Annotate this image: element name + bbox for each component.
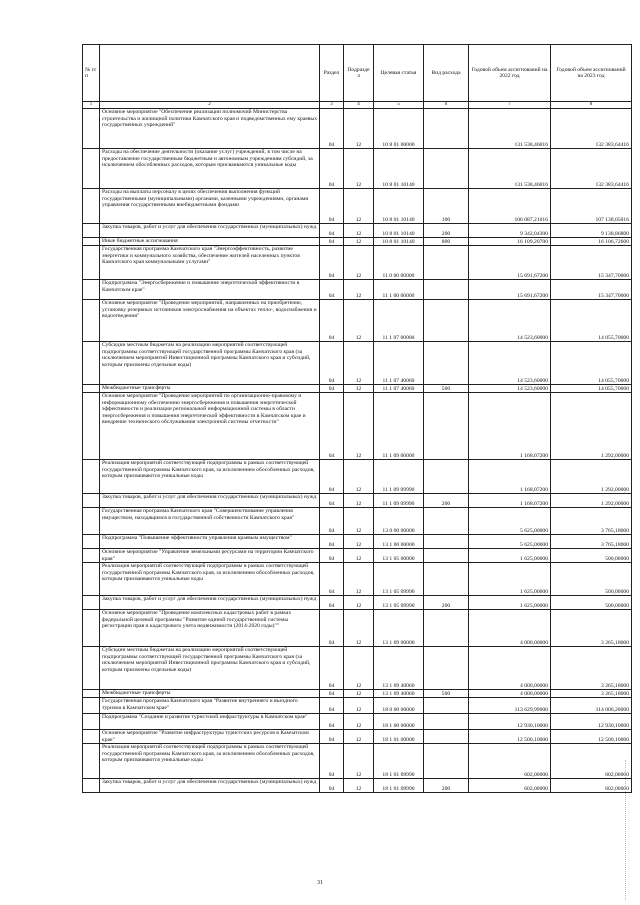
- page-number: 31: [317, 880, 323, 886]
- row-amount-2022: 14 523,60000: [469, 342, 551, 385]
- table-row: [83, 189, 632, 224]
- row-amount-2022: 4 000,00000: [469, 610, 551, 647]
- row-amount-2022: 1 168,07200: [469, 494, 551, 508]
- row-amount-2022: 4 000,00000: [469, 690, 551, 698]
- row-amount-2022: 14 523,60000: [469, 385, 551, 393]
- row-target-code: 10 8 01 10140: [374, 149, 424, 189]
- table-body: [83, 109, 632, 793]
- table-row: [83, 149, 632, 189]
- row-amount-2022: 15 691,67200: [469, 246, 551, 280]
- row-name: Основное мероприятие "Управление земельными ресурсами на территории Камчатского края": [100, 549, 320, 563]
- row-amount-2022: 602,00000: [469, 779, 551, 793]
- row-target-code: 18 1 01 09990: [374, 779, 424, 793]
- row-podrazdel: 12: [344, 238, 374, 246]
- row-expense-type: [424, 610, 469, 647]
- row-no: [83, 596, 100, 610]
- row-podrazdel: 12: [344, 610, 374, 647]
- row-expense-type: [424, 549, 469, 563]
- header-no: № п/п: [83, 45, 100, 102]
- row-razdel: 04: [320, 385, 344, 393]
- row-expense-type: 200: [424, 224, 469, 238]
- row-amount-2023: 1 292,00000: [551, 393, 632, 460]
- column-number-1: 1: [83, 102, 100, 109]
- row-expense-type: [424, 246, 469, 280]
- row-no: [83, 109, 100, 149]
- row-target-code: 13 1 09 40060: [374, 647, 424, 690]
- row-razdel: 04: [320, 535, 344, 549]
- row-amount-2023: 500,00000: [551, 563, 632, 596]
- row-razdel: 04: [320, 460, 344, 494]
- row-amount-2022: 9 342,04300: [469, 224, 551, 238]
- row-no: [83, 393, 100, 460]
- row-podrazdel: 12: [344, 246, 374, 280]
- row-podrazdel: 12: [344, 690, 374, 698]
- row-razdel: 04: [320, 300, 344, 342]
- row-expense-type: 500: [424, 690, 469, 698]
- row-name: Реализация мероприятий соответствующей подпрограммы в рамках соответствующей государственной программы Камчатского края, за исключением обособленных расходов, которым присваиваются уникальные коды: [100, 744, 320, 779]
- row-no: [83, 385, 100, 393]
- table-row: [83, 238, 632, 246]
- row-no: [83, 300, 100, 342]
- row-no: [83, 563, 100, 596]
- table-row: [83, 109, 632, 149]
- row-amount-2023: 500,00000: [551, 596, 632, 610]
- row-amount-2022: 14 523,60000: [469, 300, 551, 342]
- row-name: Основное мероприятие "Проведение мероприятий по организационно-правовому и информационному обеспечению энергосбережения и повышения энергетической эффективности и реализации региональной информационной системы в области энергосбережения и повышения энергетической эффективности в Камчатском крае и внедрение технического обслуживания электронной системы отчетности": [100, 393, 320, 460]
- row-podrazdel: 12: [344, 596, 374, 610]
- row-podrazdel: 12: [344, 647, 374, 690]
- row-amount-2023: 15 347,70000: [551, 246, 632, 280]
- row-podrazdel: 12: [344, 109, 374, 149]
- row-target-code: 18 1 01 09990: [374, 744, 424, 779]
- row-name: Расходы на выплаты персоналу в целях обеспечения выполнения функций государственными (муниципальными) органами, казенными учреждениями, органами управления государственными внебюджетными фондами: [100, 189, 320, 224]
- row-amount-2023: 602,00000: [551, 744, 632, 779]
- row-name: Расходы на обеспечение деятельности (оказание услуг) учреждений, в том числе на предоставление государственным бюджетным и автономным учреждениям субсидий, за исключением обособленных расходов, которым присваиваются уникальные коды: [100, 149, 320, 189]
- row-podrazdel: 12: [344, 393, 374, 460]
- table-row: [83, 744, 632, 779]
- row-amount-2023: 107 138,05016: [551, 189, 632, 224]
- column-numbers-row: [83, 102, 632, 109]
- row-name: Основное мероприятие "Обеспечение реализации полномочий Министерства строительства и жилищной политики Камчатского края и подведомственных ему краевых государственных учреждений": [100, 109, 320, 149]
- row-amount-2023: 3 265,18000: [551, 610, 632, 647]
- row-podrazdel: 12: [344, 549, 374, 563]
- row-amount-2022: 12 500,10000: [469, 730, 551, 744]
- row-podrazdel: 12: [344, 714, 374, 730]
- row-razdel: 04: [320, 714, 344, 730]
- row-name: Реализация мероприятий соответствующей подпрограммы в рамках соответствующей государственной программы Камчатского края, за исключением обособленных расходов, которым присваиваются уникальные коды: [100, 563, 320, 596]
- row-amount-2022: 4 000,00000: [469, 647, 551, 690]
- row-target-code: 11 1 09 00000: [374, 393, 424, 460]
- row-amount-2023: 132 383,64416: [551, 109, 632, 149]
- row-target-code: 18 0 00 00000: [374, 698, 424, 714]
- row-razdel: 04: [320, 224, 344, 238]
- row-target-code: 11 1 07 40060: [374, 385, 424, 393]
- row-podrazdel: 12: [344, 508, 374, 535]
- row-name: Иные бюджетные ассигнования: [100, 238, 320, 246]
- row-target-code: 13 1 09 00000: [374, 610, 424, 647]
- row-razdel: 04: [320, 393, 344, 460]
- row-amount-2023: 132 383,64416: [551, 149, 632, 189]
- row-expense-type: [424, 149, 469, 189]
- row-amount-2022: 12 930,10000: [469, 714, 551, 730]
- row-amount-2023: 3 265,18000: [551, 647, 632, 690]
- row-podrazdel: 12: [344, 698, 374, 714]
- row-expense-type: [424, 744, 469, 779]
- row-amount-2023: 9 138,86800: [551, 224, 632, 238]
- table-row: [83, 535, 632, 549]
- row-no: [83, 246, 100, 280]
- row-podrazdel: 12: [344, 224, 374, 238]
- row-amount-2022: 1 168,07200: [469, 393, 551, 460]
- row-podrazdel: 12: [344, 149, 374, 189]
- table-row: [83, 246, 632, 280]
- row-no: [83, 549, 100, 563]
- row-amount-2022: 5 625,00000: [469, 508, 551, 535]
- row-no: [83, 342, 100, 385]
- table-row: [83, 647, 632, 690]
- row-target-code: 11 1 07 40060: [374, 342, 424, 385]
- row-podrazdel: 12: [344, 494, 374, 508]
- row-podrazdel: 12: [344, 189, 374, 224]
- row-name: Государственная программа Камчатского края "Энергоэффективность, развитие энергетики и коммунального хозяйства, обеспечение жителей населенных пунктов Камчатского края коммунальными услугами": [100, 246, 320, 280]
- table-row: [83, 779, 632, 793]
- row-expense-type: 800: [424, 238, 469, 246]
- row-expense-type: [424, 714, 469, 730]
- table-row: [83, 730, 632, 744]
- row-amount-2022: 5 625,00000: [469, 535, 551, 549]
- row-target-code: 10 8 01 00000: [374, 109, 424, 149]
- row-expense-type: [424, 563, 469, 596]
- row-no: [83, 690, 100, 698]
- row-name: Межбюджетные трансферты: [100, 385, 320, 393]
- row-amount-2022: 106 087,21016: [469, 189, 551, 224]
- table-row: [83, 596, 632, 610]
- row-amount-2022: 16 109,20700: [469, 238, 551, 246]
- row-podrazdel: 12: [344, 280, 374, 300]
- row-expense-type: [424, 730, 469, 744]
- row-target-code: 18 1 01 00000: [374, 730, 424, 744]
- row-razdel: 04: [320, 189, 344, 224]
- row-razdel: 04: [320, 744, 344, 779]
- row-amount-2022: 1 625,00000: [469, 596, 551, 610]
- table-header: [83, 45, 632, 109]
- table-row: [83, 393, 632, 460]
- row-amount-2022: 602,00000: [469, 744, 551, 779]
- header-expense-type: Вид расхода: [424, 45, 469, 102]
- row-expense-type: [424, 300, 469, 342]
- row-expense-type: [424, 647, 469, 690]
- row-no: [83, 714, 100, 730]
- row-amount-2023: 12 930,10000: [551, 714, 632, 730]
- column-number-8: 8: [551, 102, 632, 109]
- row-expense-type: 200: [424, 779, 469, 793]
- scan-edge-marks: [625, 760, 628, 900]
- table-row: [83, 494, 632, 508]
- row-amount-2022: 131 538,46016: [469, 109, 551, 149]
- row-name: Основное мероприятие "Развитие инфраструктуры туристских ресурсов в Камчатском крае": [100, 730, 320, 744]
- table-row: [83, 698, 632, 714]
- row-amount-2023: 1 292,00000: [551, 460, 632, 494]
- row-target-code: 11 1 09 09990: [374, 494, 424, 508]
- row-amount-2023: 3 765,18000: [551, 508, 632, 535]
- row-podrazdel: 12: [344, 385, 374, 393]
- table-row: [83, 690, 632, 698]
- row-razdel: 04: [320, 690, 344, 698]
- row-podrazdel: 12: [344, 730, 374, 744]
- row-razdel: 04: [320, 280, 344, 300]
- row-expense-type: [424, 535, 469, 549]
- row-amount-2022: 1 168,07200: [469, 460, 551, 494]
- row-amount-2023: 114 006,20000: [551, 698, 632, 714]
- row-amount-2023: 500,00000: [551, 549, 632, 563]
- appropriations-table: [82, 44, 632, 793]
- row-amount-2023: 14 055,70000: [551, 300, 632, 342]
- row-amount-2023: 3 265,18000: [551, 690, 632, 698]
- row-expense-type: [424, 460, 469, 494]
- row-target-code: 13 1 05 00000: [374, 549, 424, 563]
- row-target-code: 13 1 05 09990: [374, 596, 424, 610]
- table-row: [83, 460, 632, 494]
- row-target-code: 10 8 01 10140: [374, 189, 424, 224]
- row-no: [83, 494, 100, 508]
- row-razdel: 04: [320, 549, 344, 563]
- column-number-4: 4: [344, 102, 374, 109]
- row-name: Основное мероприятие "Проведение комплексных кадастровых работ в рамках федеральной целевой программы "Развитие единой государственной системы регистрации прав и кадастрового учета недвижимости (2014-2020 годы)"": [100, 610, 320, 647]
- row-amount-2022: 131 538,46016: [469, 149, 551, 189]
- row-name: Межбюджетные трансферты: [100, 690, 320, 698]
- row-razdel: 04: [320, 698, 344, 714]
- row-no: [83, 224, 100, 238]
- row-expense-type: [424, 393, 469, 460]
- row-podrazdel: 12: [344, 342, 374, 385]
- row-razdel: 04: [320, 730, 344, 744]
- row-no: [83, 189, 100, 224]
- row-target-code: 10 8 01 10140: [374, 238, 424, 246]
- table-row: [83, 280, 632, 300]
- row-no: [83, 647, 100, 690]
- row-amount-2023: 1 292,00000: [551, 494, 632, 508]
- table-row: [83, 224, 632, 238]
- row-razdel: 04: [320, 238, 344, 246]
- table-row: [83, 300, 632, 342]
- header-name: [100, 45, 320, 102]
- row-target-code: 13 0 00 00000: [374, 508, 424, 535]
- row-podrazdel: 12: [344, 779, 374, 793]
- column-number-5: 5: [374, 102, 424, 109]
- row-amount-2023: 15 347,70000: [551, 280, 632, 300]
- row-expense-type: [424, 698, 469, 714]
- table-row: [83, 342, 632, 385]
- row-razdel: 04: [320, 109, 344, 149]
- table-row: [83, 549, 632, 563]
- row-razdel: 04: [320, 246, 344, 280]
- row-name: Основное мероприятие "Проведение мероприятий, направленных на приобретение, установку резервных источников электроснабжения на объектах тепло-, водоснабжения и водоотведения": [100, 300, 320, 342]
- row-name: Подпрограмма "Энергосбережение и повышение энергетической эффективности в Камчатском крае": [100, 280, 320, 300]
- row-podrazdel: 12: [344, 744, 374, 779]
- row-expense-type: 200: [424, 494, 469, 508]
- table-row: [83, 610, 632, 647]
- row-amount-2022: 1 625,00000: [469, 563, 551, 596]
- row-expense-type: [424, 342, 469, 385]
- row-name: Подпрограмма "Создание и развитие туристской инфраструктуры в Камчатском крае": [100, 714, 320, 730]
- header-razdel: Раздел: [320, 45, 344, 102]
- column-number-3: 3: [320, 102, 344, 109]
- row-razdel: 04: [320, 563, 344, 596]
- row-no: [83, 730, 100, 744]
- row-podrazdel: 12: [344, 535, 374, 549]
- row-name: Государственная программа Камчатского края "Развитие внутреннего и въездного туризма в Камчатском крае": [100, 698, 320, 714]
- column-number-6: 6: [424, 102, 469, 109]
- row-target-code: 10 8 01 10140: [374, 224, 424, 238]
- row-expense-type: [424, 508, 469, 535]
- row-target-code: 11 1 09 09990: [374, 460, 424, 494]
- row-razdel: 04: [320, 494, 344, 508]
- row-name: Закупка товаров, работ и услуг для обеспечения государственных (муниципальных) нужд: [100, 494, 320, 508]
- row-target-code: 11 1 07 00000: [374, 300, 424, 342]
- row-amount-2022: 15 691,67200: [469, 280, 551, 300]
- row-name: Государственная программа Камчатского края "Совершенствование управления имуществом, находящимся в государственной собственности Камчатского края": [100, 508, 320, 535]
- row-target-code: 18 1 00 00000: [374, 714, 424, 730]
- row-amount-2023: 14 055,70000: [551, 342, 632, 385]
- row-no: [83, 698, 100, 714]
- row-amount-2023: 12 500,10000: [551, 730, 632, 744]
- row-no: [83, 508, 100, 535]
- row-no: [83, 744, 100, 779]
- row-name: Подпрограмма "Повышение эффективности управления краевым имуществом": [100, 535, 320, 549]
- row-amount-2023: 16 106,72600: [551, 238, 632, 246]
- row-name: Субсидии местным бюджетам на реализацию мероприятий соответствующей подпрограммы соответствующей государственной программы Камчатского края (за исключением мероприятий Инвестиционной программы Камчатского края и субсидий, которым присвоены отдельные коды): [100, 342, 320, 385]
- row-amount-2022: 1 625,00000: [469, 549, 551, 563]
- row-razdel: 04: [320, 596, 344, 610]
- table-row: [83, 714, 632, 730]
- row-target-code: 13 1 05 09990: [374, 563, 424, 596]
- row-no: [83, 238, 100, 246]
- row-target-code: 11 1 00 00000: [374, 280, 424, 300]
- row-no: [83, 535, 100, 549]
- row-podrazdel: 12: [344, 460, 374, 494]
- row-name: Закупка товаров, работ и услуг для обеспечения государственных (муниципальных) нужд: [100, 779, 320, 793]
- row-no: [83, 280, 100, 300]
- row-podrazdel: 12: [344, 300, 374, 342]
- row-podrazdel: 12: [344, 563, 374, 596]
- row-target-code: 11 0 00 00000: [374, 246, 424, 280]
- row-amount-2023: 3 765,18000: [551, 535, 632, 549]
- row-no: [83, 779, 100, 793]
- row-razdel: 04: [320, 508, 344, 535]
- row-expense-type: [424, 280, 469, 300]
- table-row: [83, 385, 632, 393]
- row-no: [83, 610, 100, 647]
- row-no: [83, 149, 100, 189]
- header-year2023: Годовой объем ассигнований на 2023 год: [551, 45, 632, 102]
- row-razdel: 04: [320, 647, 344, 690]
- row-expense-type: 200: [424, 596, 469, 610]
- row-name: Субсидии местным бюджетам на реализацию мероприятий соответствующей подпрограммы соответствующей государственной программы Камчатского края (за исключением мероприятий Инвестиционной программы Камчатского края и субсидий, которым присвоены отдельные коды): [100, 647, 320, 690]
- row-razdel: 04: [320, 149, 344, 189]
- row-amount-2023: 602,00000: [551, 779, 632, 793]
- header-year2022: Годовой объем ассигнований на 2022 год: [469, 45, 551, 102]
- row-razdel: 04: [320, 779, 344, 793]
- column-number-2: 2: [100, 102, 320, 109]
- row-name: Закупка товаров, работ и услуг для обеспечения государственных (муниципальных) нужд: [100, 224, 320, 238]
- row-expense-type: [424, 109, 469, 149]
- row-no: [83, 460, 100, 494]
- column-number-7: 7: [469, 102, 551, 109]
- row-expense-type: 500: [424, 385, 469, 393]
- row-amount-2023: 14 055,70000: [551, 385, 632, 393]
- row-razdel: 04: [320, 610, 344, 647]
- header-target: Целевая статья: [374, 45, 424, 102]
- header-podrazdel: Подраздел: [344, 45, 374, 102]
- row-name: Реализация мероприятий соответствующей подпрограммы в рамках соответствующей государственной программы Камчатского края, за исключением обособленных расходов, которым присваиваются уникальные коды: [100, 460, 320, 494]
- row-target-code: 13 1 09 40060: [374, 690, 424, 698]
- row-amount-2022: 113 629,99000: [469, 698, 551, 714]
- row-razdel: 04: [320, 342, 344, 385]
- row-expense-type: 100: [424, 189, 469, 224]
- table-row: [83, 508, 632, 535]
- table-row: [83, 563, 632, 596]
- row-target-code: 13 1 00 00000: [374, 535, 424, 549]
- row-name: Закупка товаров, работ и услуг для обеспечения государственных (муниципальных) нужд: [100, 596, 320, 610]
